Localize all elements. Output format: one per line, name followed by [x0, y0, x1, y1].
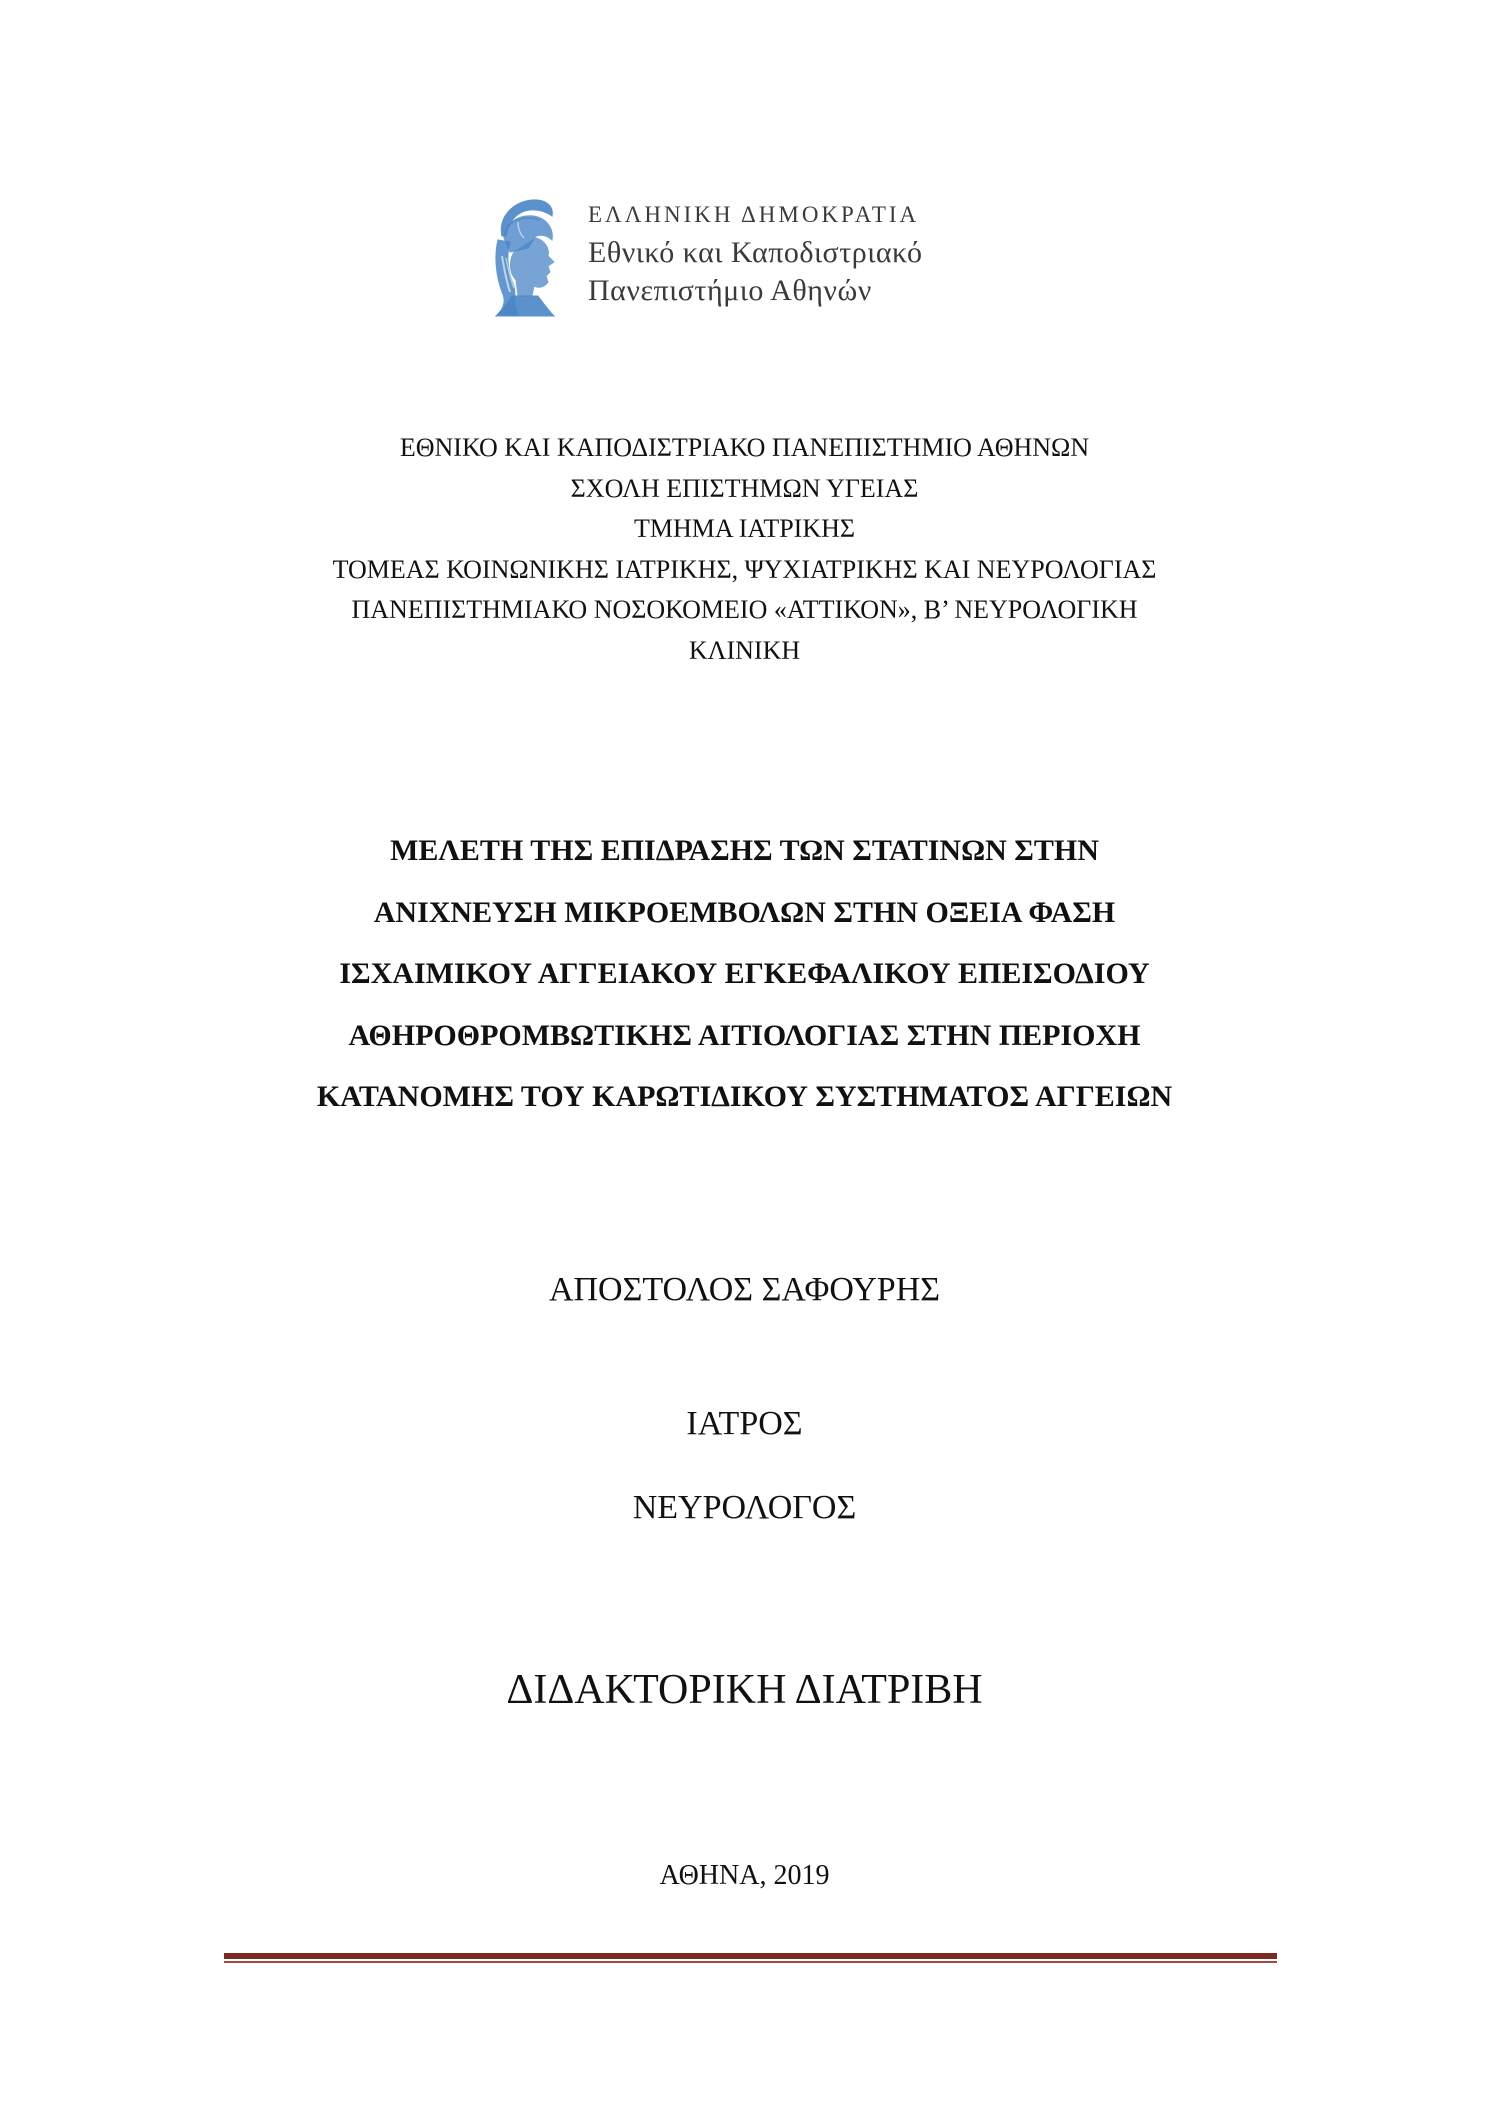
- place-date: ΑΘΗΝΑ, 2019: [659, 1860, 830, 1891]
- author-degree-physician: ΙΑΤΡΟΣ: [686, 1405, 803, 1442]
- author-name: ΑΠΟΣΤΟΛΟΣ ΣΑΦΟΥΡΗΣ: [548, 1271, 941, 1308]
- athena-head-emblem-icon: [488, 196, 564, 320]
- institution-line-school: ΣΧΟΛΗ ΕΠΙΣΤΗΜΩΝ ΥΓΕΙΑΣ: [570, 473, 919, 503]
- thesis-title-line: ΑΝΙΧΝΕΥΣΗ ΜΙΚΡΟΕΜΒΟΛΩΝ ΣΤΗΝ ΟΞΕΙΑ ΦΑΣΗ: [373, 895, 1116, 929]
- thesis-title-line: ΚΑΤΑΝΟΜΗΣ ΤΟΥ ΚΑΡΩΤΙΔΙΚΟΥ ΣΥΣΤΗΜΑΤΟΣ ΑΓΓΕΙΩΝ: [316, 1080, 1173, 1113]
- university-logo: [488, 196, 1048, 326]
- institution-block: [150, 428, 1339, 671]
- logo-text: [588, 200, 1048, 310]
- document-type: ΔΙΔΑΚΤΟΡΙΚΗ ΔΙΑΤΡΙΒΗ: [506, 1667, 983, 1713]
- footer-divider-thin: [224, 1961, 1277, 1963]
- thesis-title: [150, 820, 1339, 1128]
- logo-university-line-2: Πανεπιστήμιο Αθηνών: [588, 274, 872, 307]
- footer-divider: [224, 1953, 1277, 1963]
- footer-divider-thick: [224, 1953, 1277, 1959]
- logo-country-line: ΕΛΛΗΝΙΚΗ ΔΗΜΟΚΡΑΤΙΑ: [588, 202, 920, 227]
- institution-line-department: ΤΜΗΜΑ ΙΑΤΡΙΚΗΣ: [634, 514, 855, 543]
- institution-line-hospital: ΠΑΝΕΠΙΣΤΗΜΙΑΚΟ ΝΟΣΟΚΟΜΕΙΟ «ΑΤΤΙΚΟΝ», Β’ ΝΕΥΡΟΛΟΓΙΚΗ: [351, 595, 1138, 624]
- institution-line-university: ΕΘΝΙΚΟ ΚΑΙ ΚΑΠΟΔΙΣΤΡΙΑΚΟ ΠΑΝΕΠΙΣΤΗΜΙΟ ΑΘΗΝΩΝ: [399, 433, 1090, 462]
- thesis-title-line: ΜΕΛΕΤΗ ΤΗΣ ΕΠΙΔΡΑΣΗΣ ΤΩΝ ΣΤΑΤΙΝΩΝ ΣΤΗΝ: [390, 834, 1099, 867]
- institution-line-sector: ΤΟΜΕΑΣ ΚΟΙΝΩΝΙΚΗΣ ΙΑΤΡΙΚΗΣ, ΨΥΧΙΑΤΡΙΚΗΣ ΚΑΙ ΝΕΥΡΟΛΟΓΙΑΣ: [332, 554, 1157, 584]
- logo-university-line-1: Εθνικό και Καποδιστριακό: [588, 236, 923, 269]
- institution-line-clinic: ΚΛΙΝΙΚΗ: [688, 635, 801, 665]
- author-degree-neurologist: ΝΕΥΡΟΛΟΓΟΣ: [632, 1489, 857, 1526]
- thesis-title-line: ΙΣΧΑΙΜΙΚΟΥ ΑΓΓΕΙΑΚΟΥ ΕΓΚΕΦΑΛΙΚΟΥ ΕΠΕΙΣΟΔΙΟΥ: [339, 957, 1150, 990]
- thesis-title-line: ΑΘΗΡΟΘΡΟΜΒΩΤΙΚΗΣ ΑΙΤΙΟΛΟΓΙΑΣ ΣΤΗΝ ΠΕΡΙΟΧΗ: [348, 1018, 1141, 1052]
